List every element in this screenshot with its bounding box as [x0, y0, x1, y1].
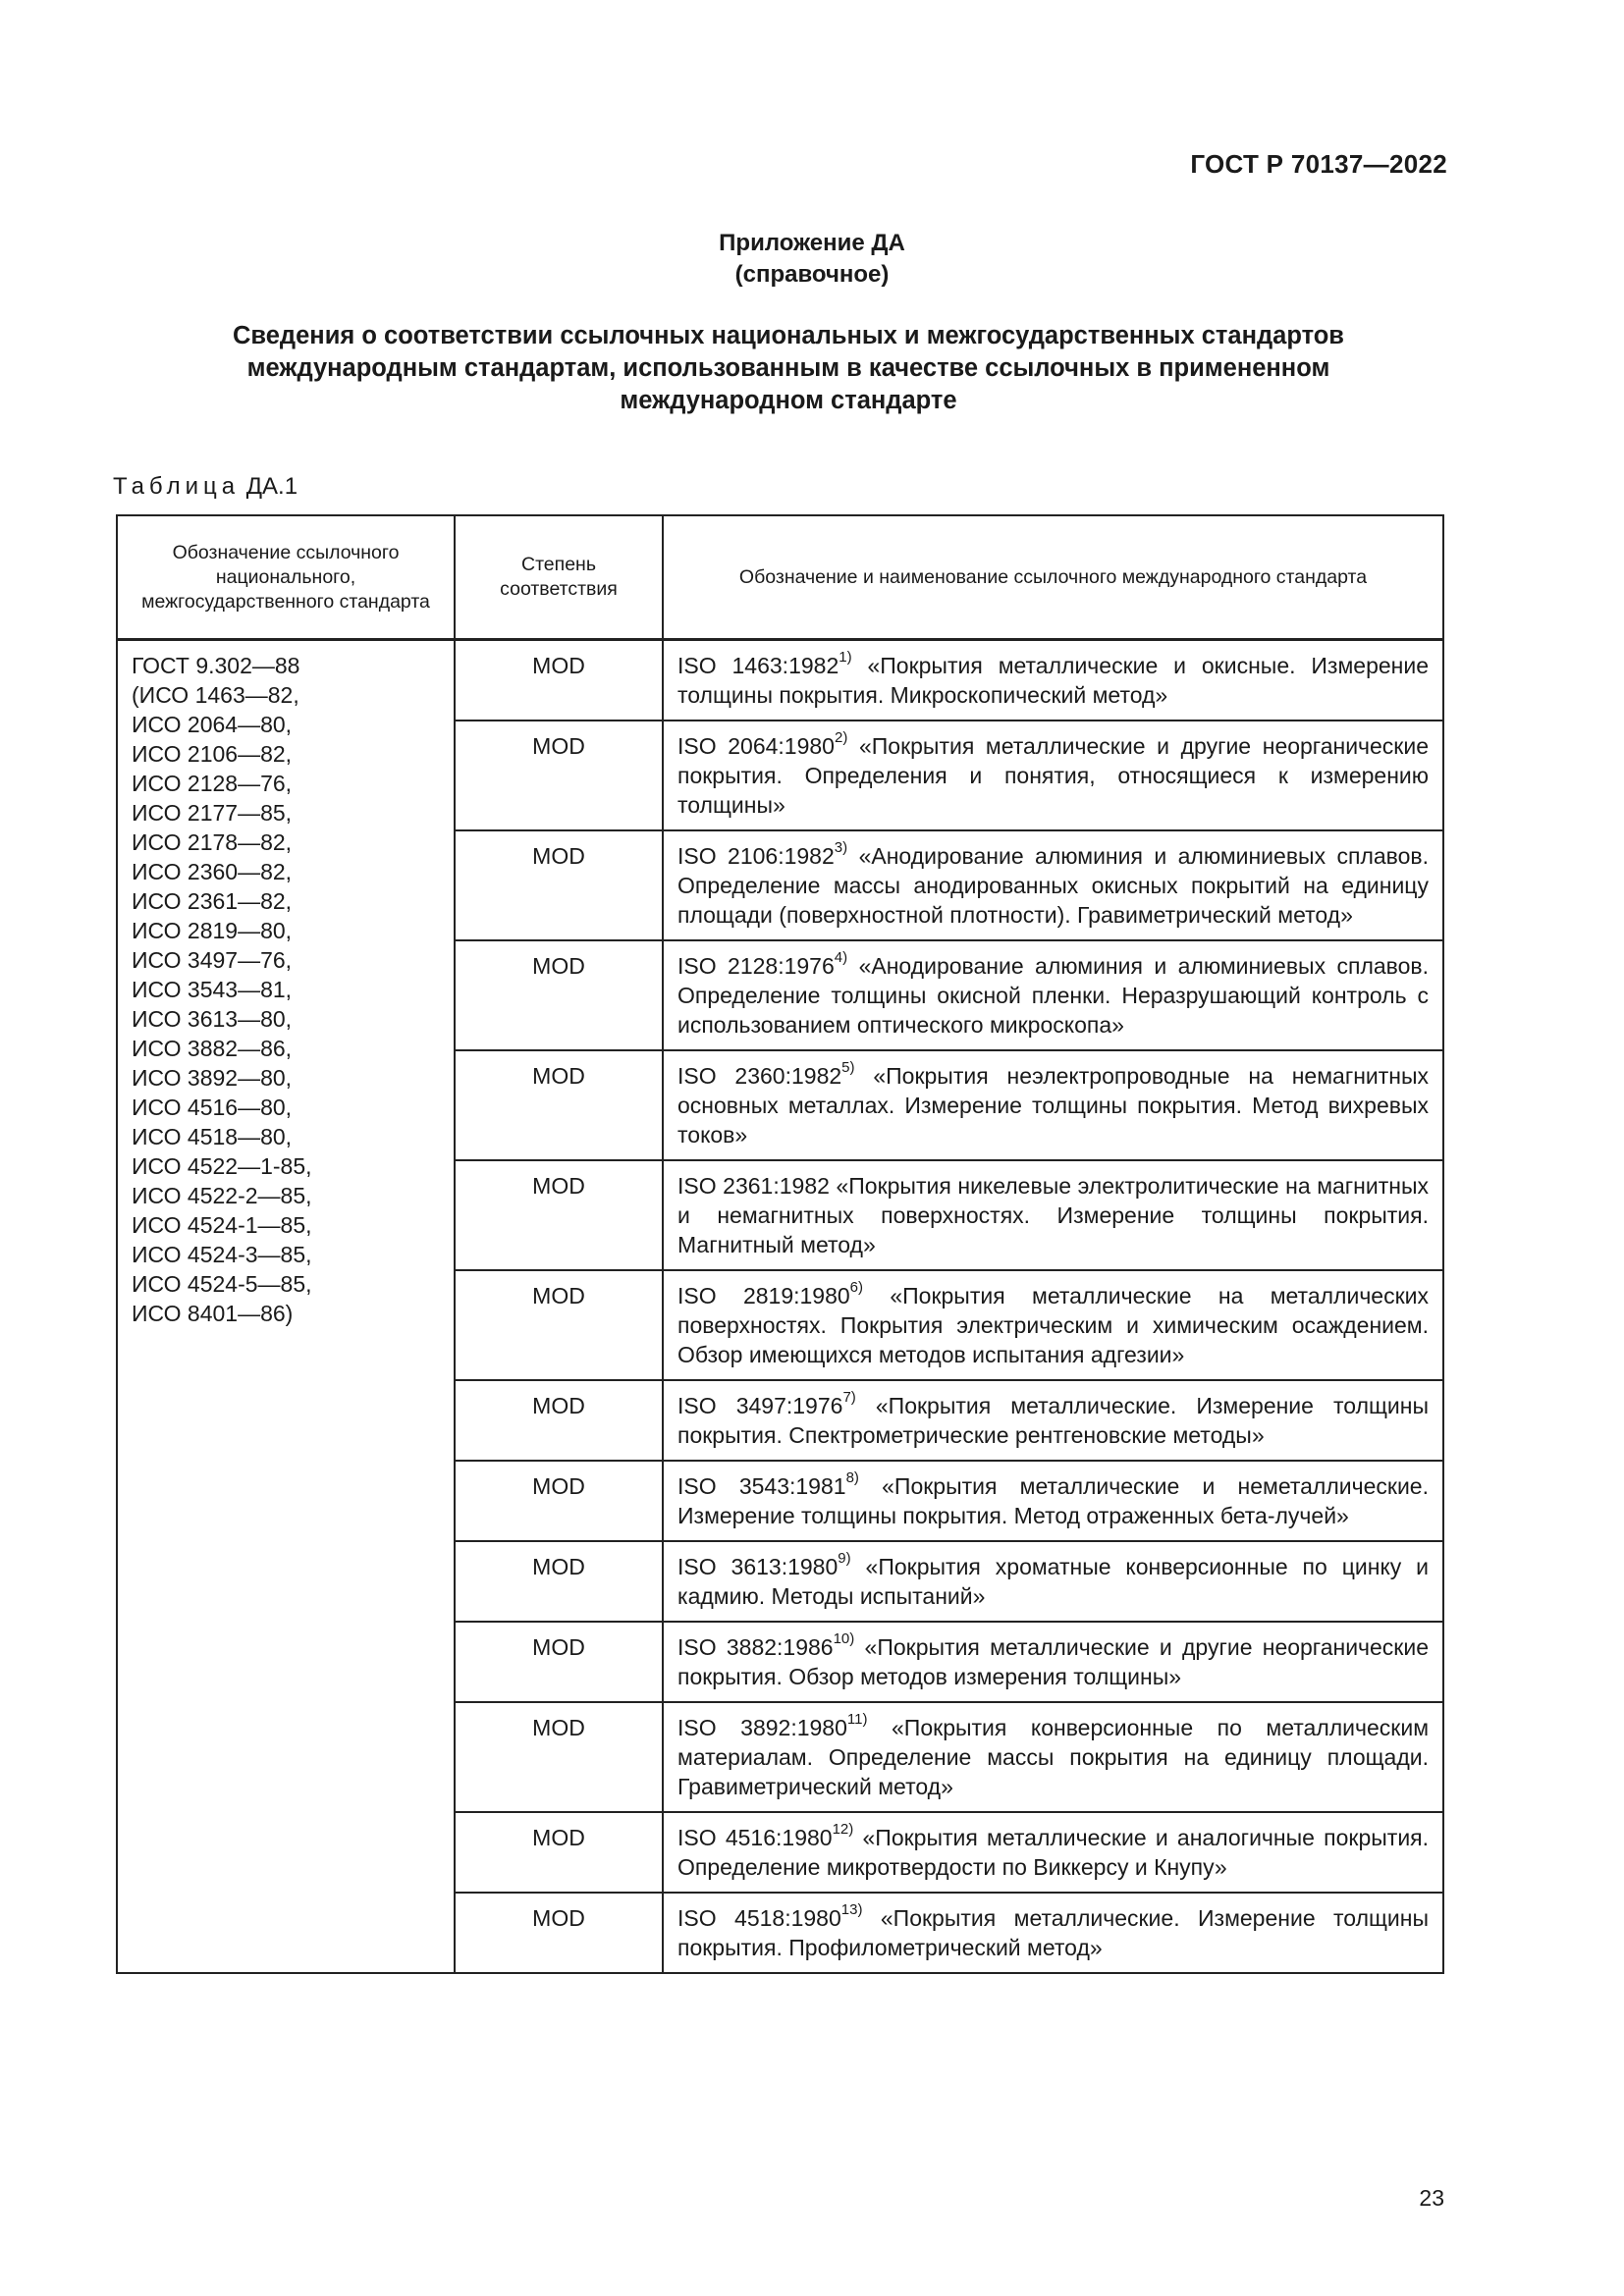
table-caption-word: Таблица	[113, 473, 241, 500]
national-standard-line: ИСО 3543—81,	[132, 977, 293, 1002]
iso-code: ISO 3613:1980	[677, 1554, 839, 1579]
national-standard-line: ИСО 2819—80,	[132, 918, 293, 943]
international-standard-cell	[663, 1812, 1443, 1893]
footnote-mark: 2)	[834, 729, 848, 747]
iso-title: «Покрытия конверсионные по металлическим материалам. Определение массы покрытия на единицу площади. Гравиметрический метод»	[677, 1715, 1430, 1799]
document-title	[137, 320, 1439, 417]
national-standard-line: ИСО 2064—80,	[132, 712, 293, 737]
national-standard-line: ИСО 3882—86,	[132, 1036, 293, 1061]
header-national-standard: Обозначение ссылочного национального, межгосударственного стандарта	[117, 515, 455, 640]
table-caption-number: ДА.1	[245, 473, 298, 500]
national-standard-line: ИСО 2360—82,	[132, 859, 293, 884]
iso-title: «Анодирование алюминия и алюминиевых сплавов. Определение массы анодированных окисных покрытий на единицу площади (поверхностной плотности). Гравиметрический метод»	[677, 843, 1430, 928]
footnote-mark: 3)	[834, 839, 848, 857]
footnote-mark: 9)	[838, 1550, 851, 1568]
title-line-1: Сведения о соответствии ссылочных национальных и межгосударственных стандартов	[233, 322, 1344, 349]
international-standard-cell	[663, 1541, 1443, 1622]
national-standard-line: ИСО 4516—80,	[132, 1095, 293, 1120]
footnote-mark: 10)	[833, 1630, 855, 1648]
international-standard-cell	[663, 1270, 1443, 1380]
footnote-mark: 11)	[846, 1711, 868, 1729]
document-code: ГОСТ Р 70137—2022	[1190, 149, 1447, 179]
iso-code: ISO 2106:1982	[677, 843, 835, 869]
national-standard-line: ИСО 4524-3—85,	[132, 1242, 312, 1267]
annex-title: Приложение ДА	[719, 230, 905, 256]
header-international-standard: Обозначение и наименование ссылочного международного стандарта	[663, 515, 1443, 640]
footnote-mark: 1)	[839, 649, 852, 667]
table-header-row	[117, 515, 1443, 640]
iso-title: «Покрытия металлические. Измерение толщины покрытия. Спектрометрические рентгеновские методы»	[677, 1393, 1430, 1448]
iso-title: «Анодирование алюминия и алюминиевых сплавов. Определение толщины окисной пленки. Неразрушающий контроль с использованием оптического микроскопа»	[677, 953, 1430, 1038]
national-standard-line: ИСО 3497—76,	[132, 947, 293, 973]
iso-title: «Покрытия металлические и другие неорганические покрытия. Обзор методов измерения толщины»	[677, 1634, 1430, 1689]
degree-cell: MOD	[455, 1702, 663, 1812]
international-standard-cell	[663, 640, 1443, 721]
degree-cell: MOD	[455, 940, 663, 1050]
national-standard-line: ИСО 8401—86)	[132, 1301, 294, 1326]
national-standard-line: ИСО 2106—82,	[132, 741, 293, 767]
table-row	[117, 640, 1443, 721]
national-standard-line: ИСО 4518—80,	[132, 1124, 293, 1149]
iso-code: ISO 2128:1976	[677, 953, 835, 979]
footnote-mark: 7)	[842, 1389, 856, 1407]
international-standard-cell	[663, 1160, 1443, 1270]
degree-cell: MOD	[455, 721, 663, 830]
national-standard-line: ИСО 4522-2—85,	[132, 1183, 312, 1208]
table-body	[117, 640, 1443, 1974]
international-standard-cell	[663, 1622, 1443, 1702]
title-line-3: международном стандарте	[620, 387, 957, 414]
national-standard-line: ИСО 2128—76,	[132, 771, 293, 796]
national-standard-line: ИСО 4524-1—85,	[132, 1212, 312, 1238]
degree-cell: MOD	[455, 1622, 663, 1702]
iso-title: «Покрытия металлические и другие неорганические покрытия. Определения и понятия, относящиеся к измерению толщины»	[677, 733, 1430, 818]
iso-title: «Покрытия металлические и неметаллические. Измерение толщины покрытия. Метод отраженных бета-лучей»	[677, 1473, 1429, 1528]
national-standard-cell	[117, 640, 455, 1974]
degree-cell: MOD	[455, 1893, 663, 1973]
footnote-mark: 13)	[840, 1901, 863, 1919]
iso-code: ISO 4518:1980	[677, 1905, 841, 1931]
iso-code: ISO 3497:1976	[677, 1393, 843, 1418]
footnote-mark: 5)	[841, 1059, 855, 1077]
iso-title: «Покрытия металлические и аналогичные покрытия. Определение микротвердости по Виккерсу и Кнупу»	[677, 1825, 1430, 1880]
national-standard-line: (ИСО 1463—82,	[132, 682, 299, 708]
degree-cell: MOD	[455, 830, 663, 940]
degree-cell: MOD	[455, 1270, 663, 1380]
iso-code: ISO 4516:1980	[677, 1825, 833, 1850]
degree-cell: MOD	[455, 1541, 663, 1622]
annex-subtitle: (справочное)	[734, 261, 890, 288]
iso-code: ISO 2064:1980	[677, 733, 835, 759]
iso-title: «Покрытия неэлектропроводные на немагнитных основных металлах. Измерение толщины покрытия. Метод вихревых токов»	[677, 1063, 1430, 1148]
iso-title: «Покрытия никелевые электролитические на магнитных и немагнитных поверхностях. Измерение толщины покрытия. Магнитный метод»	[677, 1173, 1429, 1257]
annex-heading	[0, 228, 1624, 291]
international-standard-cell	[663, 1380, 1443, 1461]
international-standard-cell	[663, 1702, 1443, 1812]
degree-cell: MOD	[455, 640, 663, 721]
national-standard-line: ИСО 2177—85,	[132, 800, 293, 826]
national-standard-line: ИСО 3613—80,	[132, 1006, 293, 1032]
header-degree: Степень соответствия	[455, 515, 663, 640]
degree-cell: MOD	[455, 1380, 663, 1461]
iso-code: ISO 2361:1982	[677, 1173, 830, 1199]
degree-cell: MOD	[455, 1461, 663, 1541]
international-standard-cell	[663, 940, 1443, 1050]
iso-code: ISO 3882:1986	[677, 1634, 834, 1660]
footnote-mark: 4)	[834, 949, 848, 967]
iso-code: ISO 2819:1980	[677, 1283, 850, 1308]
title-line-2: международным стандартам, использованным в качестве ссылочных в примененном	[246, 354, 1330, 382]
degree-cell: MOD	[455, 1050, 663, 1160]
footnote-mark: 12)	[832, 1821, 854, 1839]
national-standard-line: ГОСТ 9.302—88	[132, 653, 300, 678]
international-standard-cell	[663, 1461, 1443, 1541]
iso-title: «Покрытия металлические и окисные. Измерение толщины покрытия. Микроскопический метод»	[677, 653, 1429, 708]
footnote-mark: 6)	[849, 1279, 864, 1297]
iso-code: ISO 3543:1981	[677, 1473, 846, 1499]
iso-title: «Покрытия хроматные конверсионные по цинку и кадмию. Методы испытаний»	[677, 1554, 1430, 1609]
international-standard-cell	[663, 721, 1443, 830]
degree-cell: MOD	[455, 1160, 663, 1270]
iso-code: ISO 1463:1982	[677, 653, 839, 678]
national-standard-line: ИСО 4522—1-85,	[132, 1153, 312, 1179]
table-caption	[113, 473, 298, 501]
national-standard-line: ИСО 2361—82,	[132, 888, 293, 914]
degree-cell: MOD	[455, 1812, 663, 1893]
international-standard-cell	[663, 1893, 1443, 1973]
iso-code: ISO 2360:1982	[677, 1063, 842, 1089]
iso-code: ISO 3892:1980	[677, 1715, 847, 1740]
international-standard-cell	[663, 1050, 1443, 1160]
international-standard-cell	[663, 830, 1443, 940]
page-number: 23	[1419, 2185, 1444, 2211]
correspondence-table	[116, 514, 1444, 1974]
national-standard-line: ИСО 3892—80,	[132, 1065, 293, 1091]
national-standard-line: ИСО 4524-5—85,	[132, 1271, 312, 1297]
iso-title: «Покрытия металлические. Измерение толщины покрытия. Профилометрический метод»	[677, 1905, 1430, 1960]
iso-title: «Покрытия металлические на металлических поверхностях. Покрытия электрическим и химическим осаждением. Обзор имеющихся методов испытания адгезии»	[677, 1283, 1429, 1367]
national-standard-line: ИСО 2178—82,	[132, 829, 293, 855]
footnote-mark: 8)	[845, 1469, 859, 1487]
